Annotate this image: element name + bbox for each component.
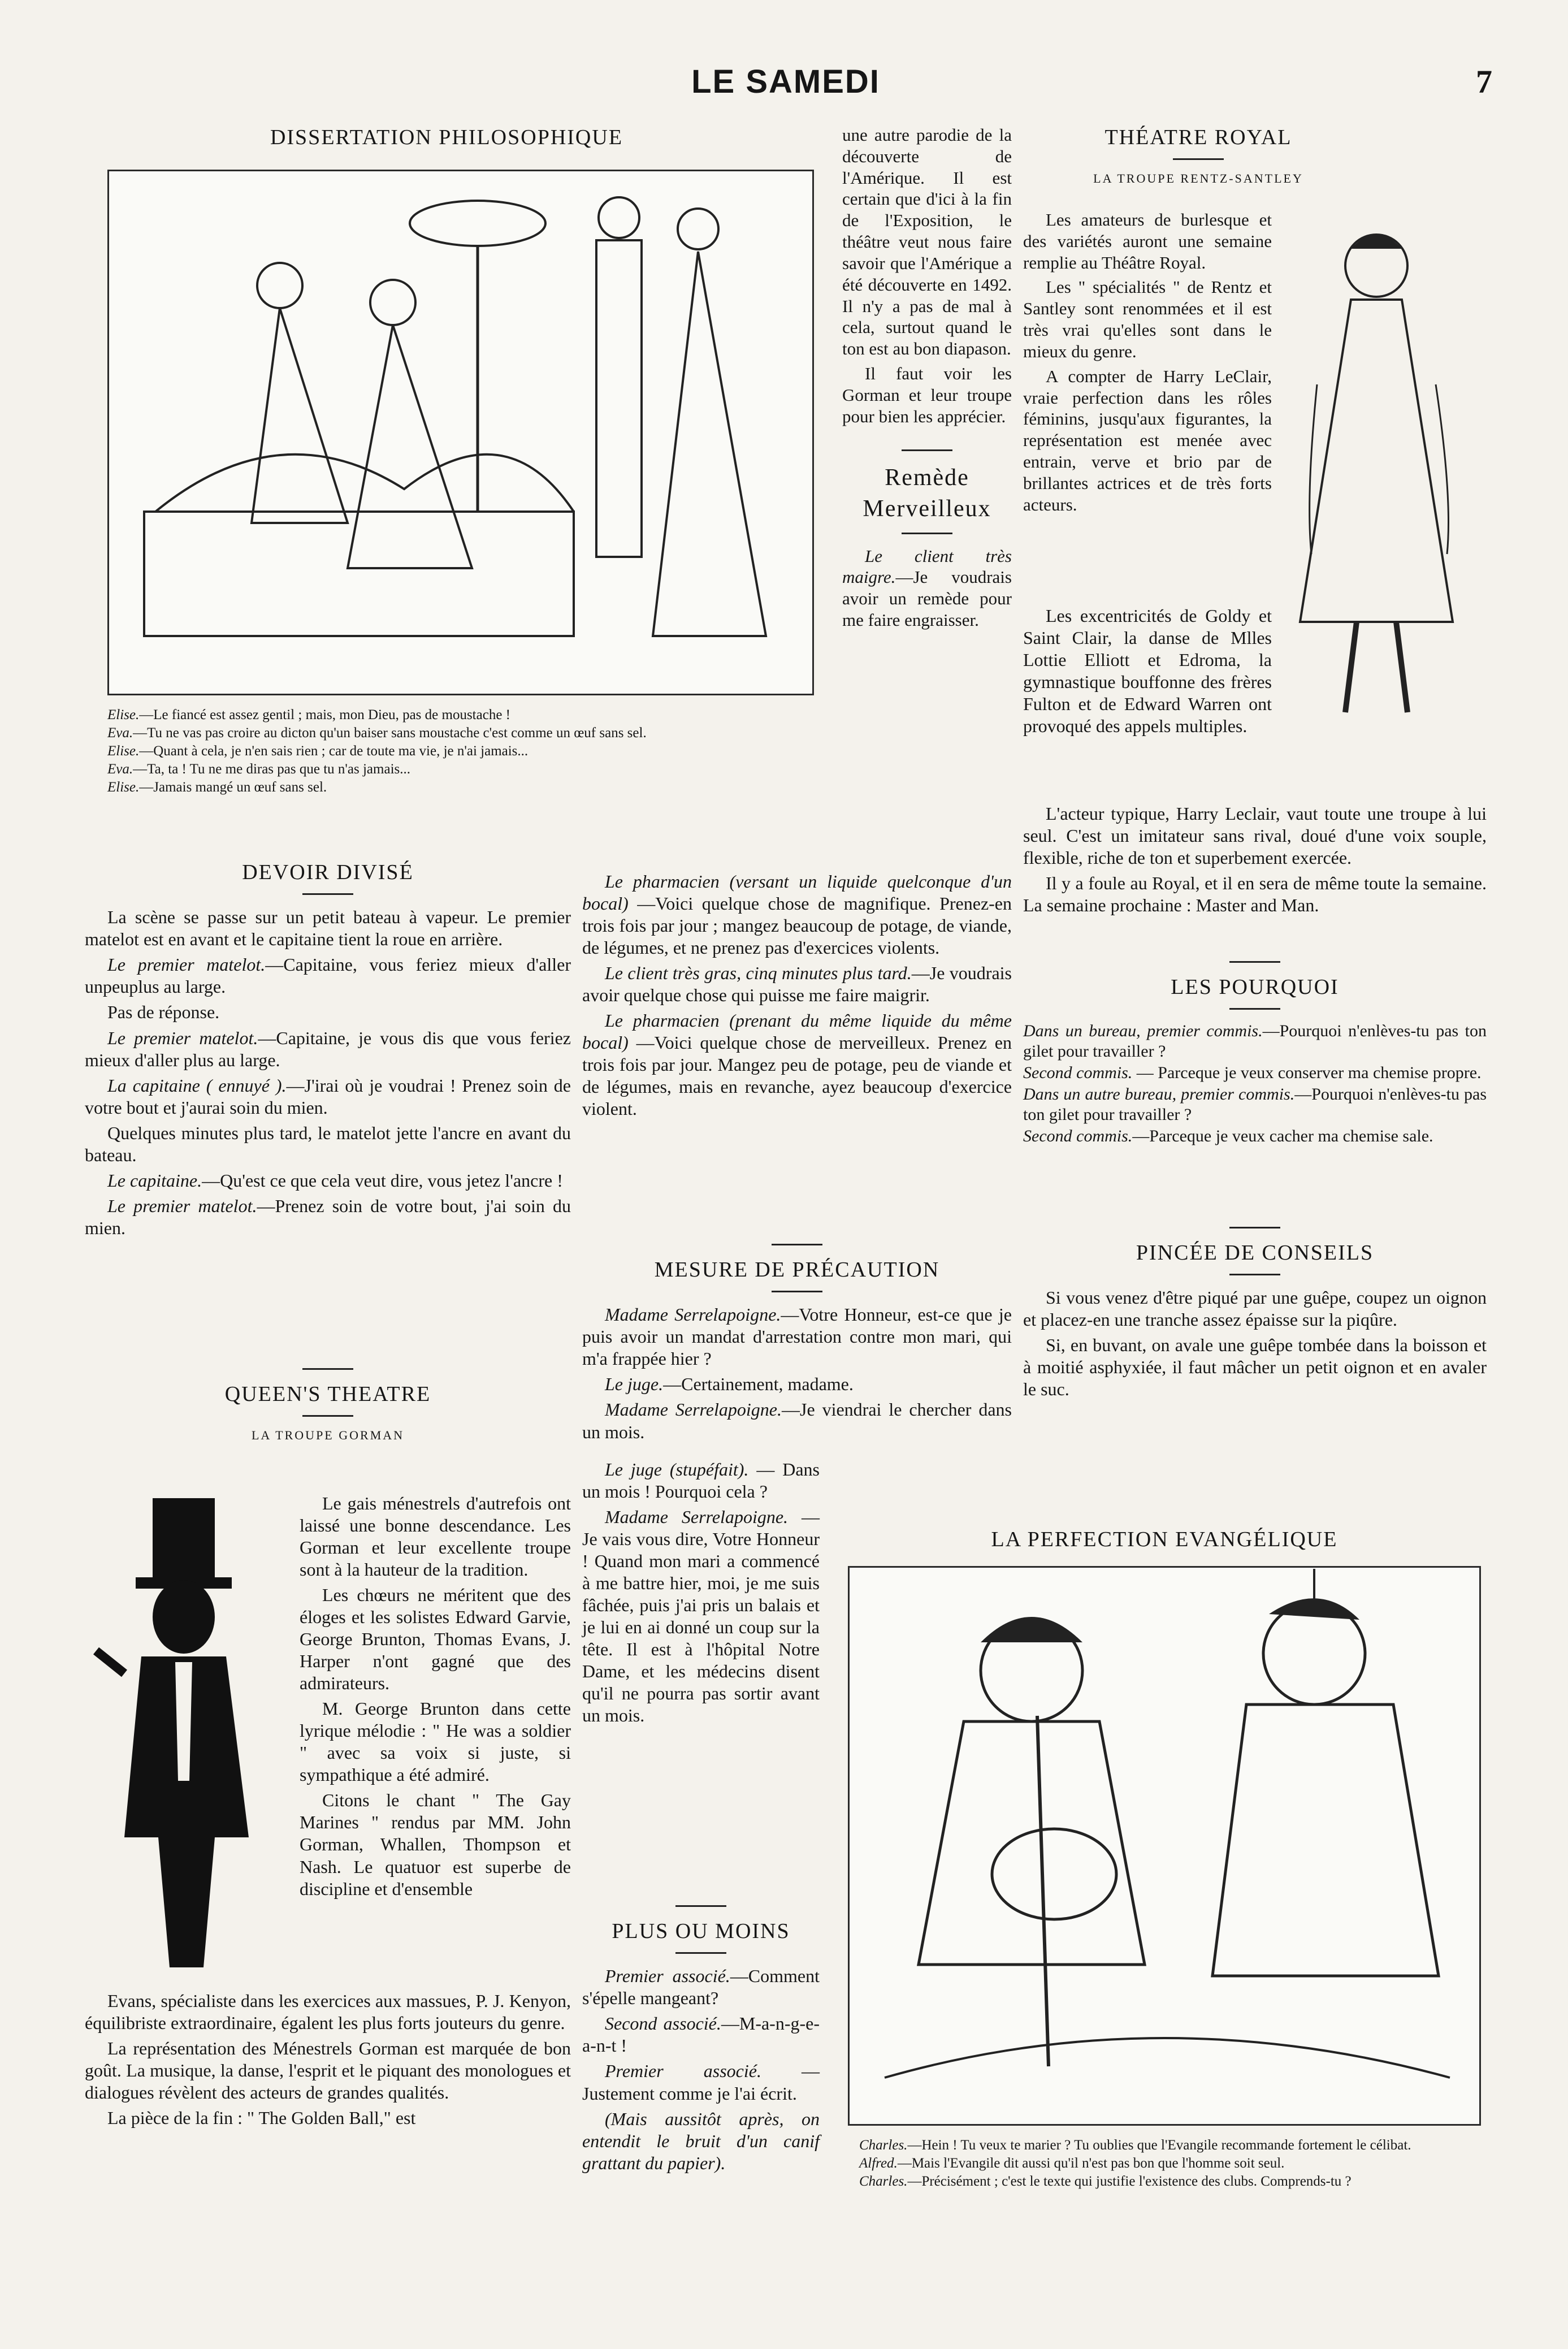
plus-paragraph: Premier associé.—Comment s'épelle mangeant?	[582, 1966, 820, 2009]
dissertation-illustration	[107, 170, 814, 695]
caption-line: Charles.—Hein ! Tu veux te marier ? Tu oublies que l'Evangile recommande fortement le célibat.	[859, 2138, 1411, 2153]
devoir-paragraph: Le premier matelot.—Capitaine, je vous dis que vous feriez mieux d'aller plus au large.	[85, 1027, 571, 1070]
perfection-section	[842, 1526, 1487, 1552]
mesure-narrow	[582, 1459, 820, 1730]
mesure-title: MESURE DE PRÉCAUTION	[654, 1258, 940, 1282]
queens-paragraph: Le gais ménestrels d'autrefois ont laissé une bonne descendance. Les Gorman et leur excellente troupe sont à la hauteur de la tradition.	[300, 1493, 571, 1580]
queens-subtitle: LA TROUPE GORMAN	[251, 1428, 405, 1443]
plus-paragraph: Premier associé. — Justement comme je l'ai écrit.	[582, 2061, 820, 2104]
pincee-title: PINCÉE DE CONSEILS	[1136, 1241, 1374, 1265]
pourquoi-paragraph: Second commis.—Parceque je veux cacher ma chemise sale.	[1023, 1127, 1433, 1146]
royal-paragraph: Les " spécialités " de Rentz et Santley sont renommées et il est très vrai qu'elles sont dans le mieux du genre.	[1023, 277, 1272, 361]
decouverte-column	[842, 124, 1012, 634]
royal-subtitle: LA TROUPE RENTZ-SANTLEY	[1093, 171, 1303, 186]
divider	[1229, 1227, 1280, 1228]
royal-column-mid	[1023, 605, 1272, 741]
royal-column-narrow	[1023, 209, 1272, 518]
divider	[902, 533, 952, 534]
divider	[675, 1952, 726, 1954]
devoir-paragraph: Le premier matelot.—Prenez soin de votre bout, j'ai soin du mien.	[85, 1195, 571, 1238]
devoir-paragraph: Quelques minutes plus tard, le matelot jette l'ancre en avant du bateau.	[85, 1122, 571, 1165]
caption-line: Charles.—Précisément ; c'est le texte qui justifie l'existence des clubs. Comprends-tu ?	[859, 2174, 1352, 2189]
mesure-paragraph: Madame Serrelapoigne.—Je viendrai le chercher dans un mois.	[582, 1399, 1012, 1442]
queens-paragraph: La pièce de la fin : " The Golden Ball," est	[107, 2108, 416, 2129]
plus-paragraph: (Mais aussitôt après, on entendit le bruit d'un canif grattant du papier).	[582, 2108, 820, 2173]
perfection-caption	[859, 2137, 1487, 2191]
royal-paragraph: Il y a foule au Royal, et il en sera de même toute la semaine. La semaine prochaine : Master and Man.	[1023, 873, 1487, 916]
mesure-paragraph: Madame Serrelapoigne. — Je vais vous dire, Votre Honneur ! Quand mon mari a commencé à me battre hier, moi, je me suis fâchée, puis j'ai pris un balais et je lui en ai donné un coup sur la tête. Il est à l'hôpital Notre Dame, et les médecins disent qu'il ne pourra pas sortir avant un mois.	[582, 1507, 820, 1726]
mesure-paragraph: Le juge (stupéfait). — Dans un mois ! Pourquoi cela ?	[582, 1459, 820, 1502]
devoir-paragraph: Le premier matelot.—Capitaine, vous feriez mieux d'aller unpeuplus au large.	[85, 954, 571, 997]
pincee-paragraph: Si, en buvant, on avale une guêpe tombée dans la boisson et à moitié asphyxiée, il faut mâcher un petit oignon et en avaler le suc.	[1023, 1335, 1487, 1400]
plus-paragraph: Second associé.—M-a-n-g-e-a-n-t !	[582, 2013, 820, 2056]
queens-title: QUEEN'S THEATRE	[224, 1382, 431, 1406]
queens-paragraph: M. George Brunton dans cette lyrique mélodie : " He was a soldier " avec sa voix si juste, si sympathique a été admiré.	[300, 1698, 571, 1785]
devoir-paragraph: La capitaine ( ennuyé ).—J'irai où je voudrai ! Prenez soin de votre bout et j'aurai soin du mien.	[85, 1075, 571, 1118]
remede-title: Remède Merveilleux	[863, 465, 991, 522]
divider	[1173, 158, 1224, 160]
devoir-title: DEVOIR DIVISÉ	[242, 860, 414, 884]
plus-title: PLUS OU MOINS	[612, 1919, 790, 1943]
dissertation-title: DISSERTATION PHILOSOPHIQUE	[270, 126, 623, 149]
pourquoi-paragraph: Dans un autre bureau, premier commis.—Pourquoi n'enlèves-tu pas ton gilet pour travailler ?	[1023, 1085, 1487, 1124]
two-men-scene-icon	[851, 1569, 1478, 2123]
queens-paragraph: La représentation des Ménestrels Gorman est marquée de bon goût. La musique, la danse, l'esprit et le piquant des monologues et dialogues révèlent des acteurs de grandes qualités.	[85, 2038, 571, 2103]
queens-section	[85, 1368, 571, 1452]
caption-line: Elise.—Le fiancé est assez gentil ; mais, mon Dieu, pas de moustache !	[107, 707, 510, 723]
divider	[302, 893, 353, 895]
divider	[772, 1244, 822, 1245]
minstrel-figure-icon	[90, 1487, 283, 1984]
divider	[302, 1368, 353, 1370]
divider	[902, 449, 952, 451]
dissertation-section	[85, 124, 808, 150]
divider	[1229, 961, 1280, 963]
remede-paragraph-2: Le pharmacien (versant un liquide quelconque d'un bocal) —Voici quelque chose de magnifique. Prenez-en trois fois par jour ; mangez beaucoup de potage, de viande, de légumes, et ne prenez pas d'exercices violents.	[582, 871, 1012, 958]
dancer-figure-icon	[1283, 215, 1470, 735]
devoir-paragraph: Pas de réponse.	[107, 1002, 220, 1023]
gorman-note: Il faut voir les Gorman et leur troupe pour bien les apprécier.	[842, 363, 1012, 426]
mesure-section	[582, 1244, 1012, 1447]
pourquoi-paragraph: Second commis. — Parceque je veux conserver ma chemise propre.	[1023, 1063, 1482, 1083]
plus-section	[582, 1905, 820, 2178]
devoir-paragraph: La scène se passe sur un petit bateau à vapeur. Le premier matelot est en avant et le capitaine tient la roue en arrière.	[85, 907, 571, 950]
caption-line: Alfred.—Mais l'Evangile dit aussi qu'il n'est pas bon que l'homme soit seul.	[859, 2156, 1285, 2171]
mesure-paragraph: Le juge.—Certainement, madame.	[605, 1374, 854, 1395]
pincee-paragraph: Si vous venez d'être piqué par une guêpe, coupez un oignon et placez-en une tranche assez épaisse sur la piqûre.	[1023, 1287, 1487, 1330]
pourquoi-title: LES POURQUOI	[1171, 975, 1339, 999]
minstrel-illustration	[90, 1487, 283, 1984]
royal-paragraph: A compter de Harry LeClair, vraie perfection dans les rôles féminins, jusqu'aux figurantes, la représentation est menée avec entrain, verve et brio par de brillantes actrices et de très forts acteurs.	[1023, 366, 1272, 514]
divider	[302, 1415, 353, 1417]
pourquoi-section	[1023, 961, 1487, 1148]
dissertation-caption	[107, 707, 814, 797]
remede-continued	[582, 871, 1012, 1123]
royal-paragraph: Les amateurs de burlesque et des variétés auront une semaine remplie au Théâtre Royal.	[1023, 210, 1272, 272]
perfection-title: LA PERFECTION EVANGÉLIQUE	[991, 1528, 1338, 1551]
pourquoi-paragraph: Dans un bureau, premier commis.—Pourquoi n'enlèves-tu pas ton gilet pour travailler ?	[1023, 1022, 1487, 1061]
caption-line: Elise.—Quant à cela, je n'en sais rien ; car de toute ma vie, je n'ai jamais...	[107, 743, 529, 759]
divider	[1229, 1274, 1280, 1275]
royal-section	[1023, 124, 1374, 196]
page-header	[79, 62, 1492, 107]
queens-paragraph: Evans, spécialiste dans les exercices aux massues, P. J. Kenyon, équilibriste extraordinaire, égalent les plus forts jouteurs du genre.	[85, 1991, 571, 2034]
caption-line: Elise.—Jamais mangé un œuf sans sel.	[107, 780, 327, 795]
royal-title: THÉATRE ROYAL	[1104, 126, 1292, 149]
dancer-illustration	[1283, 215, 1470, 735]
queens-column-right	[300, 1493, 571, 1904]
remede-paragraph-3: Le client très gras, cinq minutes plus tard.—Je voudrais avoir quelque chose qui puisse me faire maigrir.	[582, 963, 1012, 1006]
pincee-section	[1023, 1227, 1487, 1404]
queens-paragraph: Les chœurs ne méritent que des éloges et les solistes Edward Garvie, George Brunton, Thomas Evans, J. Harper n'ont gagné que des admirateurs.	[300, 1585, 571, 1694]
divider	[1229, 1008, 1280, 1010]
perfection-illustration	[848, 1566, 1481, 2126]
caption-line: Eva.—Tu ne vas pas croire au dicton qu'un baiser sans moustache c'est comme un œuf sans sel.	[107, 725, 647, 741]
divider	[772, 1291, 822, 1292]
devoir-section	[85, 859, 571, 1243]
salon-scene-icon	[110, 172, 811, 693]
mesure-paragraph: Madame Serrelapoigne.—Votre Honneur, est-ce que je puis avoir un mandat d'arrestation contre mon mari, qui m'a frappée hier ?	[582, 1304, 1012, 1369]
queens-column-bottom	[85, 1990, 571, 2132]
masthead: LE SAMEDI	[691, 63, 880, 100]
queens-paragraph: Citons le chant " The Gay Marines " rendus par MM. John Gorman, Whallen, Thompson et Nash. Le quatuor est superbe de discipline et d'ensemble	[300, 1790, 571, 1899]
caption-line: Eva.—Ta, ta ! Tu ne me diras pas que tu n'as jamais...	[107, 762, 410, 777]
royal-paragraph: L'acteur typique, Harry Leclair, vaut toute une troupe à lui seul. C'est un imitateur sans rival, doué d'une voix souple, flexible, riche de ton et superbement exercée.	[1023, 803, 1487, 868]
decouverte-text: une autre parodie de la découverte de l'Amérique. Il est certain que d'ici à la fin de l'Exposition, le théâtre veut nous faire savoir que l'Amérique a été découverte en 1492. Il n'y a pas de mal à cela, surtout quand le ton est au bon diapason.	[842, 125, 1012, 359]
divider	[675, 1905, 726, 1907]
remede-paragraph-1: Le client très maigre.—Je voudrais avoir un remède pour me faire engraisser.	[842, 546, 1012, 630]
royal-column-wide	[1023, 803, 1487, 920]
page-number: 7	[1476, 63, 1492, 100]
devoir-paragraph: Le capitaine.—Qu'est ce que cela veut dire, vous jetez l'ancre !	[107, 1170, 563, 1191]
remede-paragraph-4: Le pharmacien (prenant du même liquide du même bocal) —Voici quelque chose de merveilleux. Prenez en trois fois par jour. Mangez peu de potage, peu de viande et de légumes, mais en revanche, ayez beaucoup d'exercice violent.	[582, 1010, 1012, 1119]
royal-paragraph: Les excentricités de Goldy et Saint Clair, la danse de Mlles Lottie Elliott et Edroma, la gymnastique bouffonne des frères Fulton et de Edward Warren ont provoqué des appels multiples.	[1023, 605, 1272, 737]
